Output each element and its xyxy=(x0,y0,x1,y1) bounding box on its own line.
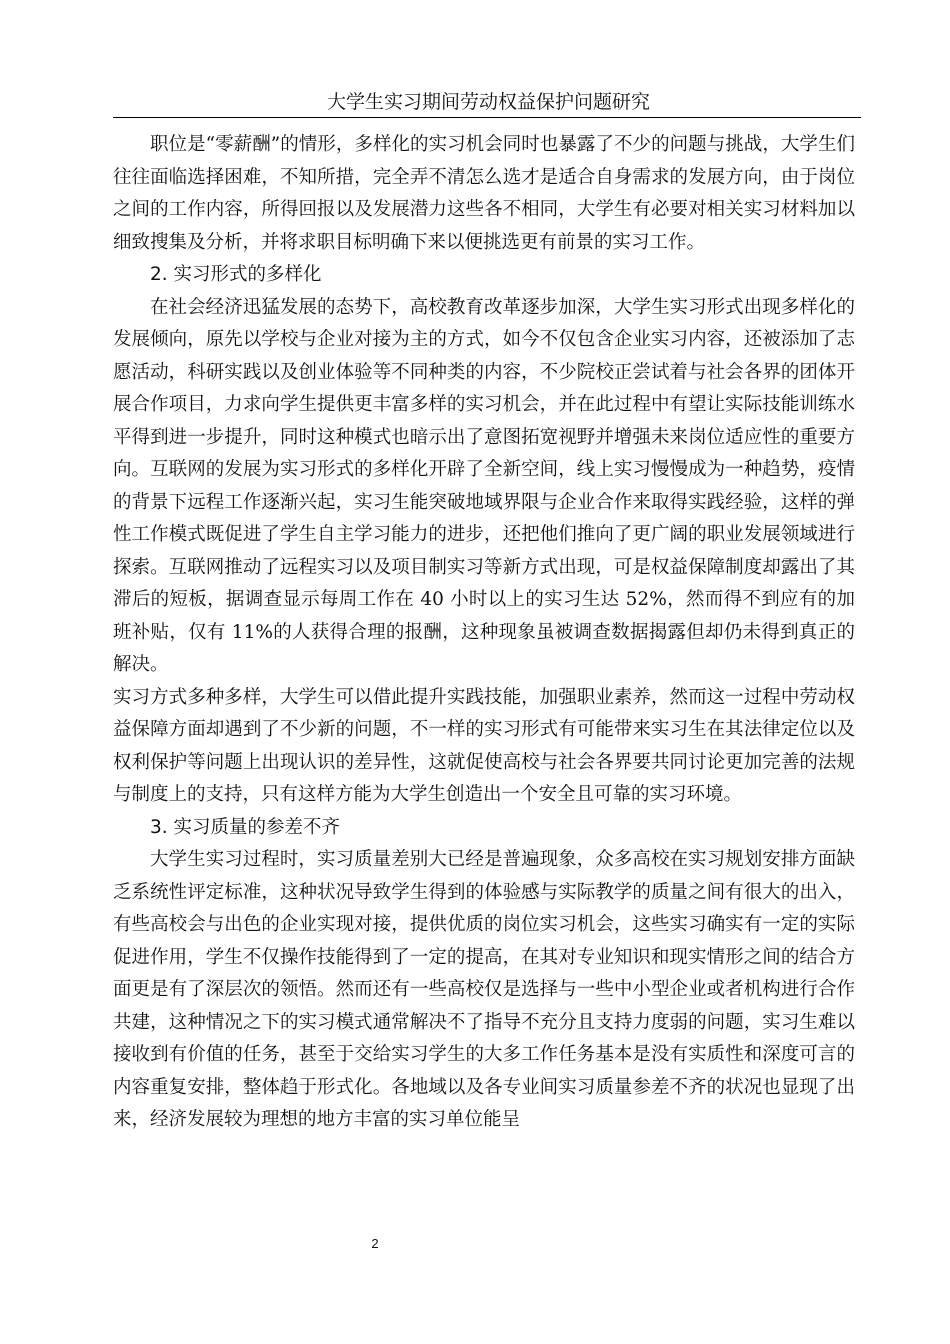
header-rule xyxy=(113,117,861,118)
page-header-title: 大学生实习期间劳动权益保护问题研究 xyxy=(326,91,650,113)
paragraph-zero-pay-positions: 职位是“零薪酬”的情形，多样化的实习机会同时也暴露了不少的问题与挑战，大学生们往往面临选择困难，不知所措，完全弄不清怎么选才是适合自身需求的发展方向，由于岗位之间的工作内容，所得回报以及发展潜力这些各不相同，大学生有必要对相关实习材料加以细致搜集及分析，并将求职目标明确下来以便挑选更有前景的实习工作。 xyxy=(113,134,855,253)
document-body xyxy=(113,129,855,1137)
paragraph-internship-forms: 在社会经济迅猛发展的态势下，高校教育改革逐步加深，大学生实习形式出现多样化的发展倾向，原先以学校与企业对接为主的方式，如今不仅包含企业实习内容，还被添加了志愿活动，科研实践以及创业体验等不同种类的内容，不少院校正尝试着与社会各界的团体开展合作项目，力求向学生提供更丰富多样的实习机会，并在此过程中有望让实际技能训练水平得到进一步提升，同时这种模式也暗示出了意图拓宽视野并增强未来岗位适应性的重要方向。互联网的发展为实习形式的多样化开辟了全新空间，线上实习慢慢成为一种趋势，疫情的背景下远程工作逐渐兴起，实习生能突破地域界限与企业合作来取得实践经验，这样的弹性工作模式既促进了学生自主学习能力的进步，还把他们推向了更广阔的职业发展领域进行探索。互联网推动了远程实习以及项目制实习等新方式出现，可是权益保障制度却露出了其滞后的短板，据调查显示每周工作在 40 小时以上的实习生达 52%，然而得不到应有的加班补贴，仅有 11%的人获得合理的报酬，这种现象虽被调查数据揭露但却仍未得到真正的解决。 xyxy=(113,296,855,675)
paragraph-internship-methods: 实习方式多种多样，大学生可以借此提升实践技能，加强职业素养，然而这一过程中劳动权益保障方面却遇到了不少新的问题，不一样的实习形式有可能带来实习生在其法律定位以及权利保护等问题上出现认识的差异性，这就促使高校与社会各界要共同讨论更加完善的法规与制度上的支持，只有这样方能为大学生创造出一个安全且可靠的实习环境。 xyxy=(113,686,855,805)
paragraph-internship-quality: 大学生实习过程时，实习质量差别大已经是普遍现象，众多高校在实习规划安排方面缺乏系统性评定标准，这种状况导致学生得到的体验感与实际教学的质量之间有很大的出入，有些高校会与出色的企业实现对接，提供优质的岗位实习机会，这些实习确实有一定的实际促进作用，学生不仅操作技能得到了一定的提高，在其对专业知识和现实情形之间的结合方面更是有了深层次的领悟。然而还有一些高校仅是选择与一些中小型企业或者机构进行合作共建，这种情况之下的实习模式通常解决不了指导不充分且支持力度弱的问题，实习生难以接收到有价值的任务，甚至于交给实习学生的大多工作任务基本是没有实质性和深度可言的内容重复安排，整体趋于形式化。各地域以及各专业间实习质量参差不齐的状况也显现了出来，经济发展较为理想的地方丰富的实习单位能呈 xyxy=(113,849,855,1130)
section-heading-internship-diversity: 2. 实习形式的多样化 xyxy=(150,264,322,285)
page-number: 2 xyxy=(371,1236,379,1251)
section-heading-internship-quality: 3. 实习质量的参差不齐 xyxy=(150,816,341,838)
